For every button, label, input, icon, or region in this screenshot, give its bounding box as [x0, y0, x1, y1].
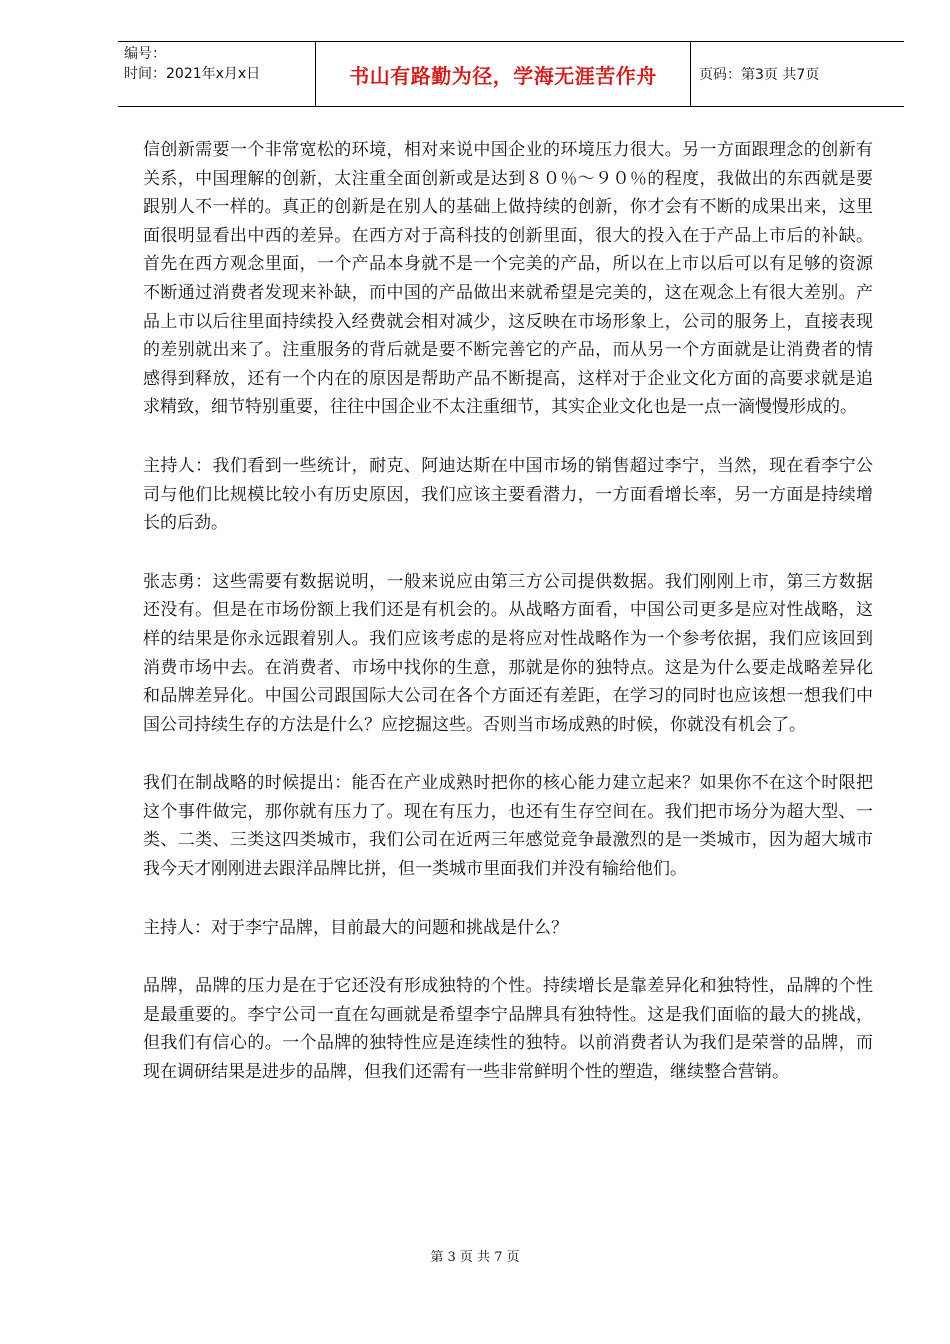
header-page-info: 页码：第3页 共7页 [699, 67, 820, 83]
document-number-label: 编号： [124, 46, 166, 62]
document-body [143, 136, 873, 1117]
header-motto: 书山有路勤为径，学海无涯苦作舟 [316, 42, 691, 106]
page-footer: 第 3 页 共 7 页 [430, 1250, 520, 1265]
document-date: 时间：2021年x月x日 [124, 66, 261, 82]
body-paragraph: 品牌，品牌的压力是在于它还没有形成独特的个性。持续增长是靠差异化和独特性，品牌的个性是最重要的。李宁公司一直在勾画就是希望李宁品牌具有独特性。这是我们面临的最大的挑战，但我们有信心的。一个品牌的独特性应是连续性的独特。以前消费者认为我们是荣誉的品牌，而现在调研结果是进步的品牌，但我们还需有一些非常鲜明个性的塑造，继续整合营销。 [143, 976, 873, 1083]
body-paragraph: 主持人：对于李宁品牌，目前最大的问题和挑战是什么？ [143, 917, 568, 938]
body-paragraph: 信创新需要一个非常宽松的环境，相对来说中国企业的环境压力很大。另一方面跟理念的创新有关系，中国理解的创新，太注重全面创新或是达到８０％～９０％的程度，我做出的东西就是要跟别人不一样的。真正的创新是在别人的基础上做持续的创新，你才会有不断的成果出来，这里面很明显看出中西的差异。在西方对于高科技的创新里面，很大的投入在于产品上市后的补缺。首先在西方观念里面，一个产品本身就不是一个完美的产品，所以在上市以后可以有足够的资源不断通过消费者发现来补缺，而中国的产品做出来就希望是完美的，这在观念上有很大差别。产品上市以后往里面持续投入经费就会相对减少，这反映在市场形象上，公司的服务上，直接表现的差别就出来了。注重服务的背后就是要不断完善它的产品，而从另一个方面就是让消费者的情感得到释放，还有一个内在的原因是帮助产品不断提高，这样对于企业文化方面的高要求就是追求精致，细节特别重要，往往中国企业不太注重细节，其实企业文化也是一点一滴慢慢形成的。 [143, 140, 873, 418]
body-paragraph: 张志勇：这些需要有数据说明，一般来说应由第三方公司提供数据。我们刚刚上市，第三方数据还没有。但是在市场份额上我们还是有机会的。从战略方面看，中国公司更多是应对性战略，这样的结果是你永远跟着别人。我们应该考虑的是将应对性战略作为一个参考依据，我们应该回到消费市场中去。在消费者、市场中找你的生意，那就是你的独特点。这是为什么要走战略差异化和品牌差异化。中国公司跟国际大公司在各个方面还有差距，在学习的同时也应该想一想我们中国公司持续生存的方法是什么？应挖掘这些。否则当市场成熟的时候，你就没有机会了。 [143, 571, 873, 735]
body-paragraph: 我们在制战略的时候提出：能否在产业成熟时把你的核心能力建立起来？如果你不在这个时限把这个事件做完，那你就有压力了。现在有压力，也还有生存空间在。我们把市场分为超大型、一类、二类、三类这四类城市，我们公司在近两三年感觉竞争最激烈的是一类城市，因为超大城市我今天才刚刚进去跟洋品牌比拼，但一类城市里面我们并没有输给他们。 [143, 773, 873, 880]
body-paragraph: 主持人：我们看到一些统计，耐克、阿迪达斯在中国市场的销售超过李宁，当然，现在看李宁公司与他们比规模比较小有历史原因，我们应该主要看潜力，一方面看增长率，另一方面是持续增长的后劲。 [143, 455, 873, 534]
page-header [118, 41, 904, 107]
header-meta [118, 42, 316, 106]
